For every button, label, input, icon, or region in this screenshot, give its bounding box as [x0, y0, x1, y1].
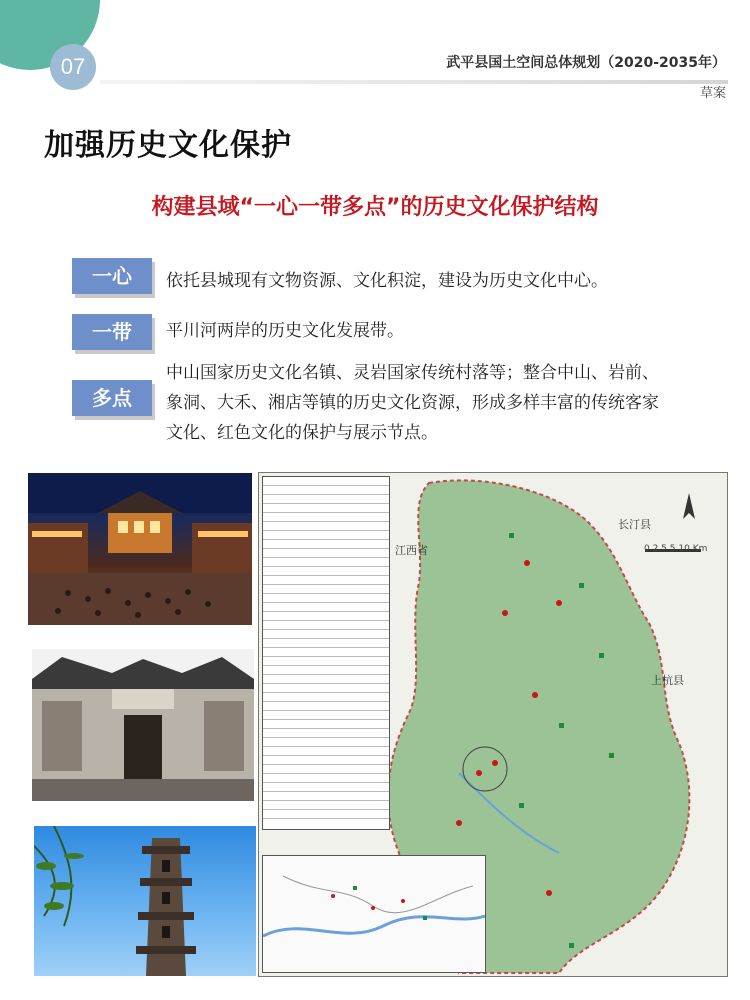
night-street-photo	[28, 473, 252, 625]
document-title: 武平县国土空间总体规划（2020-2035年）	[446, 55, 726, 71]
page-number: 07	[50, 44, 96, 90]
item-duodian-text	[166, 358, 659, 448]
item-duodian-line: 中山国家历史文化名镇、灵岩国家传统村落等；整合中山、岩前、	[166, 363, 659, 383]
item-yidai-text: 平川河两岸的历史文化发展带。	[166, 321, 404, 341]
item-duodian-line: 文化、红色文化的保护与展示节点。	[166, 423, 438, 443]
scale-values: 0 2.5 5 10	[644, 544, 690, 554]
badge-yidai: 一带	[72, 314, 152, 350]
map-label-changting: 长汀县	[618, 518, 651, 531]
traditional-house-photo	[32, 649, 254, 801]
header-divider	[100, 80, 728, 84]
map-label-jiangxi: 江西省	[395, 544, 428, 557]
pagoda-photo	[34, 826, 256, 976]
map-heritage-table	[262, 476, 390, 830]
badge-yixin: 一心	[72, 258, 152, 294]
map-scale-bar	[644, 544, 707, 554]
page-title: 加强历史文化保护	[44, 128, 292, 163]
map-inset-town	[262, 855, 486, 973]
map-label-shanghang: 上杭县	[651, 674, 684, 687]
item-duodian-line: 象洞、大禾、湘店等镇的历史文化资源，形成多样丰富的传统客家	[166, 393, 659, 413]
document-status: 草案	[699, 86, 726, 101]
item-yixin-text: 依托县城现有文物资源、文化积淀，建设为历史文化中心。	[166, 271, 608, 291]
scale-unit: Km	[692, 544, 708, 554]
badge-duodian: 多点	[72, 380, 152, 416]
section-subheading: 构建县域“一心一带多点”的历史文化保护结构	[151, 195, 599, 220]
